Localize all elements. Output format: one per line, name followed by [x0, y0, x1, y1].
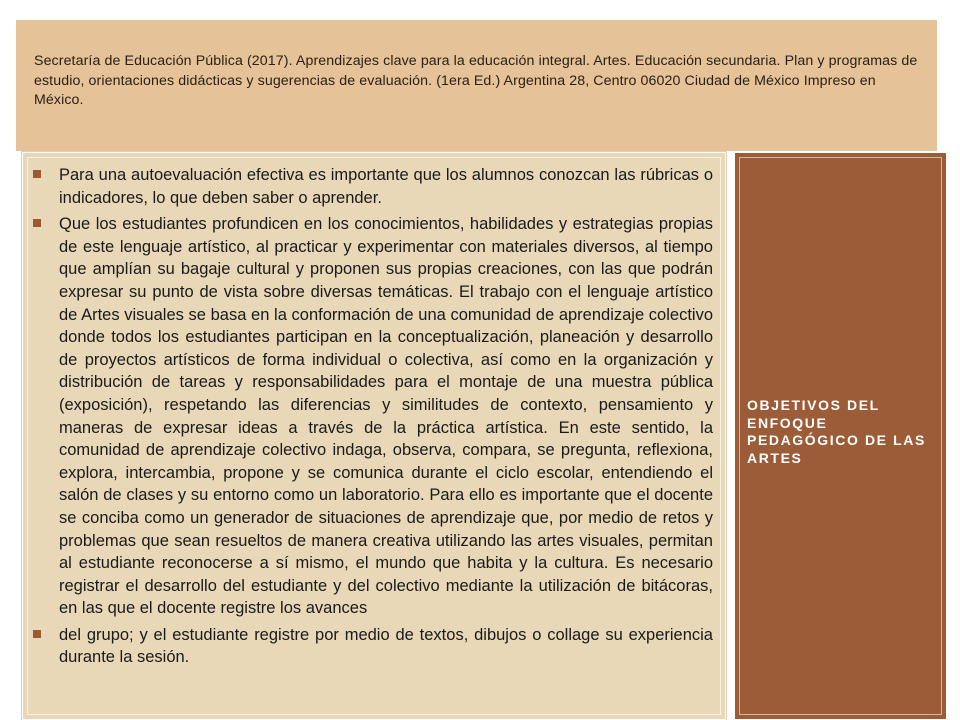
citation-banner [16, 20, 937, 151]
citation-text: Secretaría de Educación Pública (2017). Aprendizajes clave para la educación integral. Artes. Educación secundaria. Plan y programas de estudio, orientaciones didácticas y sugerencias de evaluación. (1era Ed.) Argentina 28, Centro 06020 Ciudad de México Impreso en México. [34, 53, 918, 109]
bullet-text: Que los estudiantes profundicen en los conocimientos, habilidades y estrategias propias de este lenguaje artístico, al practicar y experimentar con materiales diversos, al tiempo que amplían su bagaje cultural y proponen sus propias creaciones, con las que podrán expresar su punto de vista sobre diversas temáticas. El trabajo con el lenguaje artístico de Artes visuales se basa en la conformación de una comunidad de aprendizaje colectivo donde todos los estudiantes participan en la conceptualización, planeación y desarrollo de proyectos artísticos de forma individual o colectiva, así como en la organización y distribución de tareas y responsabilidades para el montaje de una muestra pública (exposición), respetando las diferencias y similitudes de contexto, pensamiento y maneras de expresar ideas a través de la práctica artística. En este sentido, la comunidad de aprendizaje colectivo indaga, observa, compara, se pregunta, reflexiona, explora, intercambia, propone y se comunica durante el ciclo escolar, entendiendo el salón de clases y su entorno como un laboratorio. Para ello es importante que el docente se conciba como un generador de situaciones de aprendizaje que, por medio de retos y problemas que sean resueltos de manera creativa utilizando las artes visuales, permitan al estudiante reconocerse a sí mismo, el mundo que habita y la cultura. Es necesario registrar el desarrollo del estudiante y del colectivo mediante la utilización de bitácoras, en las que el docente registre los avances [59, 215, 713, 618]
square-bullet-icon [33, 219, 41, 227]
square-bullet-icon [33, 170, 41, 178]
content-panel [22, 152, 726, 720]
bullet-item-objetivos [33, 213, 713, 620]
square-bullet-icon [33, 630, 41, 638]
objectives-panel [734, 152, 947, 720]
bullet-item-grupo [33, 624, 713, 669]
bullet-list [33, 164, 713, 673]
objectives-title: OBJETIVOS DEL ENFOQUE PEDAGÓGICO DE LAS ARTES [747, 397, 926, 466]
bullet-text: del grupo; y el estudiante registre por medio de textos, dibujos o collage su experiencia durante la sesión. [59, 625, 713, 667]
bullet-text: Para una autoevaluación efectiva es importante que los alumnos conozcan las rúbricas o indicadores, lo que deben saber o aprender. [59, 166, 713, 207]
bullet-item-rubricas [33, 164, 713, 209]
